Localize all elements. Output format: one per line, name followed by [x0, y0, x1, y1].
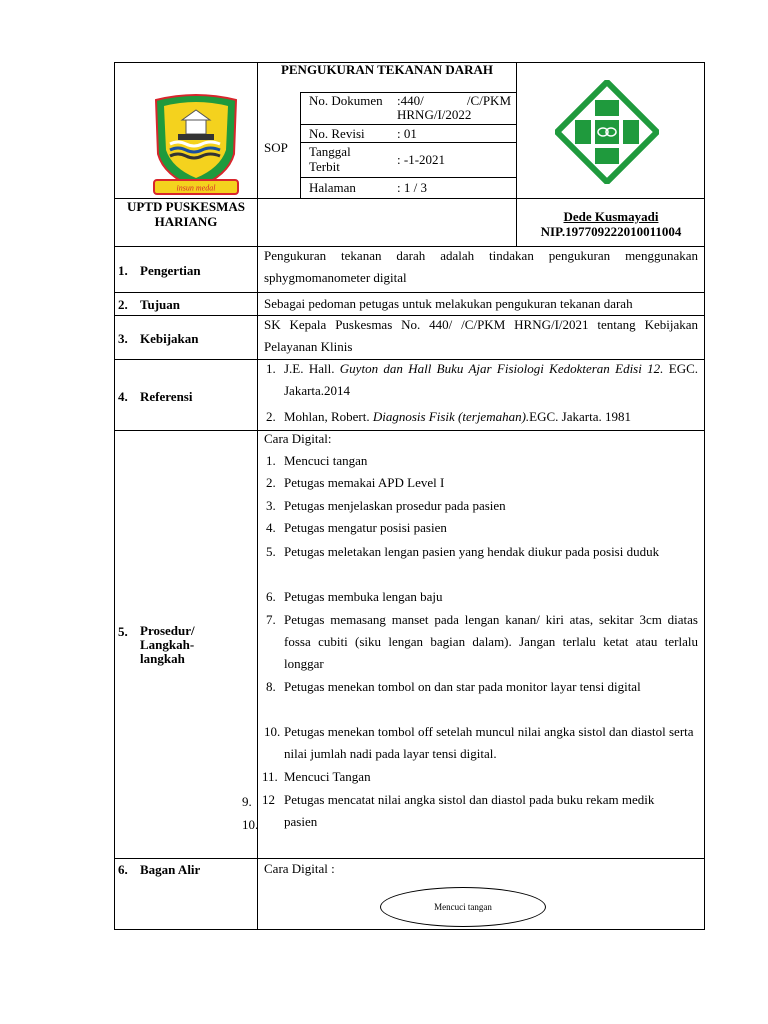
- label-line: Prosedur/: [140, 623, 195, 638]
- step-text: Mencuci Tangan: [284, 769, 371, 784]
- step-text: Petugas mencatat nilai angka sistol dan diastol pada buku rekam medik pasien: [284, 792, 655, 829]
- step-text: Petugas meletakan lengan pasien yang hendak diukur pada posisi duduk: [284, 544, 660, 559]
- section-label-kebijakan: Kebijakan: [140, 331, 199, 346]
- meta-label-issue-date: Tanggal Terbit: [309, 144, 351, 174]
- rule-sop-column: [300, 92, 301, 199]
- section-number-referensi: 4.: [118, 389, 128, 404]
- signatory-name: Dede Kusmayadi: [563, 209, 659, 224]
- step-number: 7.: [266, 612, 276, 627]
- step-text: Petugas menjelaskan prosedur pada pasien: [284, 498, 506, 513]
- meta-label-document-number: No. Dokumen: [309, 93, 383, 108]
- step-number: 2.: [266, 475, 276, 490]
- meta-value-issue-date: : -1-2021: [397, 152, 446, 167]
- stray-number: 10.: [242, 817, 259, 832]
- step-number: 12: [262, 792, 275, 807]
- section-label-prosedur: [140, 624, 195, 666]
- reference-number: 1.: [266, 361, 276, 376]
- rule-meta-1: [300, 124, 516, 125]
- reference-publisher: EGC. Jakarta. 1981: [529, 409, 631, 424]
- step-text: Petugas menekan tombol on dan star pada monitor layar tensi digital: [284, 679, 641, 694]
- reference-number: 2.: [266, 409, 276, 424]
- section-label-referensi: Referensi: [140, 389, 193, 404]
- section-number-prosedur: 5.: [118, 624, 128, 639]
- meta-label-page: Halaman: [309, 180, 356, 195]
- reference-author: Mohlan, Robert.: [284, 409, 370, 424]
- rule-row5: [114, 858, 705, 859]
- section-number-kebijakan: 3.: [118, 331, 128, 346]
- kabupaten-emblem-icon: [150, 92, 242, 198]
- step-number: 1.: [266, 453, 276, 468]
- section-number-tujuan: 2.: [118, 297, 128, 312]
- flowchart-node-label: Mencuci tangan: [434, 902, 492, 912]
- section-label-tujuan: Tujuan: [140, 297, 180, 312]
- procedure-intro: Cara Digital:: [264, 431, 332, 446]
- flowchart-node-start: [380, 887, 546, 927]
- step-number: 3.: [266, 498, 276, 513]
- meta-value-page: : 1 / 3: [397, 180, 427, 195]
- rule-logo-right-left: [516, 62, 517, 199]
- rule-meta-3: [300, 177, 516, 178]
- section-number-pengertian: 1.: [118, 263, 128, 278]
- step-text: Mencuci tangan: [284, 453, 368, 468]
- step-text: Petugas membuka lengan baju: [284, 589, 443, 604]
- step-text: Petugas memakai APD Level I: [284, 475, 445, 490]
- section-number-bagan-alir: 6.: [118, 862, 128, 877]
- step-number: 6.: [266, 589, 276, 604]
- border-right: [704, 62, 705, 930]
- rule-label-column: [257, 62, 258, 930]
- reference-item: [284, 358, 698, 402]
- step-text: Petugas mengatur posisi pasien: [284, 520, 447, 535]
- step-text: Petugas memasang manset pada lengan kanan/ kiri atas, sekitar 3cm diatas fossa cubiti (siku lengan bagian dalam). Jangan terlalu ketat atau terlalu longgar: [284, 612, 698, 671]
- reference-item: [284, 406, 698, 428]
- rule-row4: [114, 430, 705, 431]
- stray-number: 9.: [242, 794, 252, 809]
- border-bottom: [114, 929, 705, 930]
- sop-label: SOP: [264, 140, 288, 155]
- section-text-pengertian: Pengukuran tekanan darah adalah tindakan pengukuran menggunakan sphygmomanometer digital: [264, 248, 698, 285]
- institution-name: UPTD PUSKESMAS HARIANG: [126, 199, 246, 229]
- emblem-caption: insun medal: [176, 183, 216, 193]
- meta-label-revision: No. Revisi: [309, 126, 365, 141]
- page-title: PENGUKURAN TEKANAN DARAH: [280, 62, 494, 77]
- flowchart-intro: Cara Digital :: [264, 861, 335, 876]
- meta-value-revision: : 01: [397, 126, 417, 141]
- step-number: 5.: [266, 544, 276, 559]
- label-line: langkah: [140, 651, 185, 666]
- reference-author: J.E. Hall.: [284, 361, 335, 376]
- step-number: 4.: [266, 520, 276, 535]
- step-number: 10.: [264, 724, 281, 739]
- section-text-tujuan: Sebagai pedoman petugas untuk melakukan pengukuran tekanan darah: [264, 296, 633, 311]
- rule-meta-2: [300, 142, 516, 143]
- border-left: [114, 62, 115, 930]
- meta-value-document-number: :440/ /C/PKM HRNG/I/2022: [397, 93, 511, 122]
- section-text-kebijakan: SK Kepala Puskesmas No. 440/ /C/PKM HRNG/I/2021 tentang Kebijakan Pelayanan Klinis: [264, 317, 698, 354]
- step-number: 11.: [262, 769, 278, 784]
- reference-publisher: EGC. Jakarta.2014: [284, 361, 699, 398]
- reference-title: Guyton dan Hall Buku Ajar Fisiologi Kedokteran Edisi 12.: [339, 361, 664, 376]
- section-label-bagan-alir: Bagan Alir: [140, 862, 201, 877]
- signatory-nip: NIP.197709222010011004: [540, 224, 682, 239]
- step-number: 8.: [266, 679, 276, 694]
- puskesmas-cross-icon: [555, 80, 659, 184]
- label-line: Langkah-: [140, 637, 195, 652]
- section-label-pengertian: Pengertian: [140, 263, 201, 278]
- reference-title: Diagnosis Fisik (terjemahan).: [372, 409, 530, 424]
- step-text: Petugas menekan tombol off setelah muncul nilai angka sistol dan diastol serta nilai jumlah nadi pada layar tensi digital.: [284, 724, 694, 761]
